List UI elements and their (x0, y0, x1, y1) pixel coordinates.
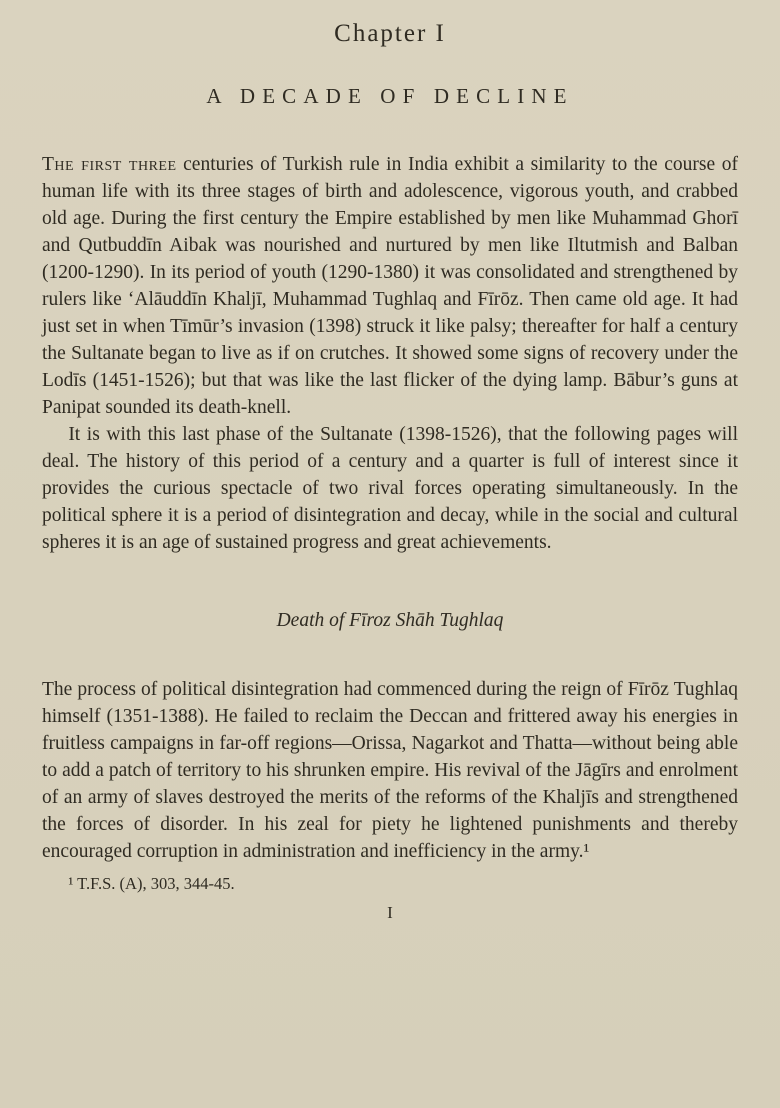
footnote: ¹ T.F.S. (A), 303, 344-45. (68, 874, 235, 893)
paragraph-3: The process of political disintegration had commenced during the reign of Fīrōz Tughlaq himself (1351-1388). He failed to reclaim the Deccan and frittered away his energies in fruitless campaigns in far-off regions—Orissa, Nagarkot and Thatta—without being able to add a patch of territory to his shrunken empire. His revival of the Jāgīrs and enrolment of an army of slaves destroyed the merits of the reforms of the Khaljīs and strengthened the forces of disorder. In his zeal for piety he lightened punishments and thereby encouraged corruption in administration and inefficiency in the army.¹ (42, 679, 738, 862)
subsection-heading: Death of Fīroz Shāh Tughlaq (276, 610, 504, 631)
paragraph-1-lead: The first three (42, 154, 177, 175)
paragraph-2: It is with this last phase of the Sultanate (1398-1526), that the following pages will deal. The history of this period of a century and a quarter is full of interest since it provides the curious spectacle of two rival forces operating simultaneously. In the political sphere it is a period of disintegration and decay, while in the social and cultural spheres it is an age of sustained progress and great achievements. (42, 424, 738, 553)
chapter-title: Chapter I (334, 20, 446, 47)
paragraph-1-text: centuries of Turkish rule in India exhibit a similarity to the course of human life with its three stages of birth and adolescence, vigorous youth, and crabbed old age. During the first century the Empire established by men like Muhammad Ghorī and Qutbuddīn Aibak was nourished and nurtured by men like Iltutmish and Balban (1200-1290). In its period of youth (1290-1380) it was consolidated and strengthened by rulers like ‘Alāuddīn Khaljī, Muhammad Tughlaq and Fīrōz. Then came old age. It had just set in when Tīmūr’s invasion (1398) struck it like palsy; thereafter for half a century the Sultanate began to live as if on crutches. It showed some signs of recovery under the Lodīs (1451-1526); but that was like the last flicker of the dying lamp. Bābur’s guns at Panipat sounded its death-knell. (42, 154, 738, 418)
paragraph-1 (42, 151, 738, 421)
page-number: I (387, 903, 393, 922)
section-title: A DECADE OF DECLINE (206, 84, 574, 108)
